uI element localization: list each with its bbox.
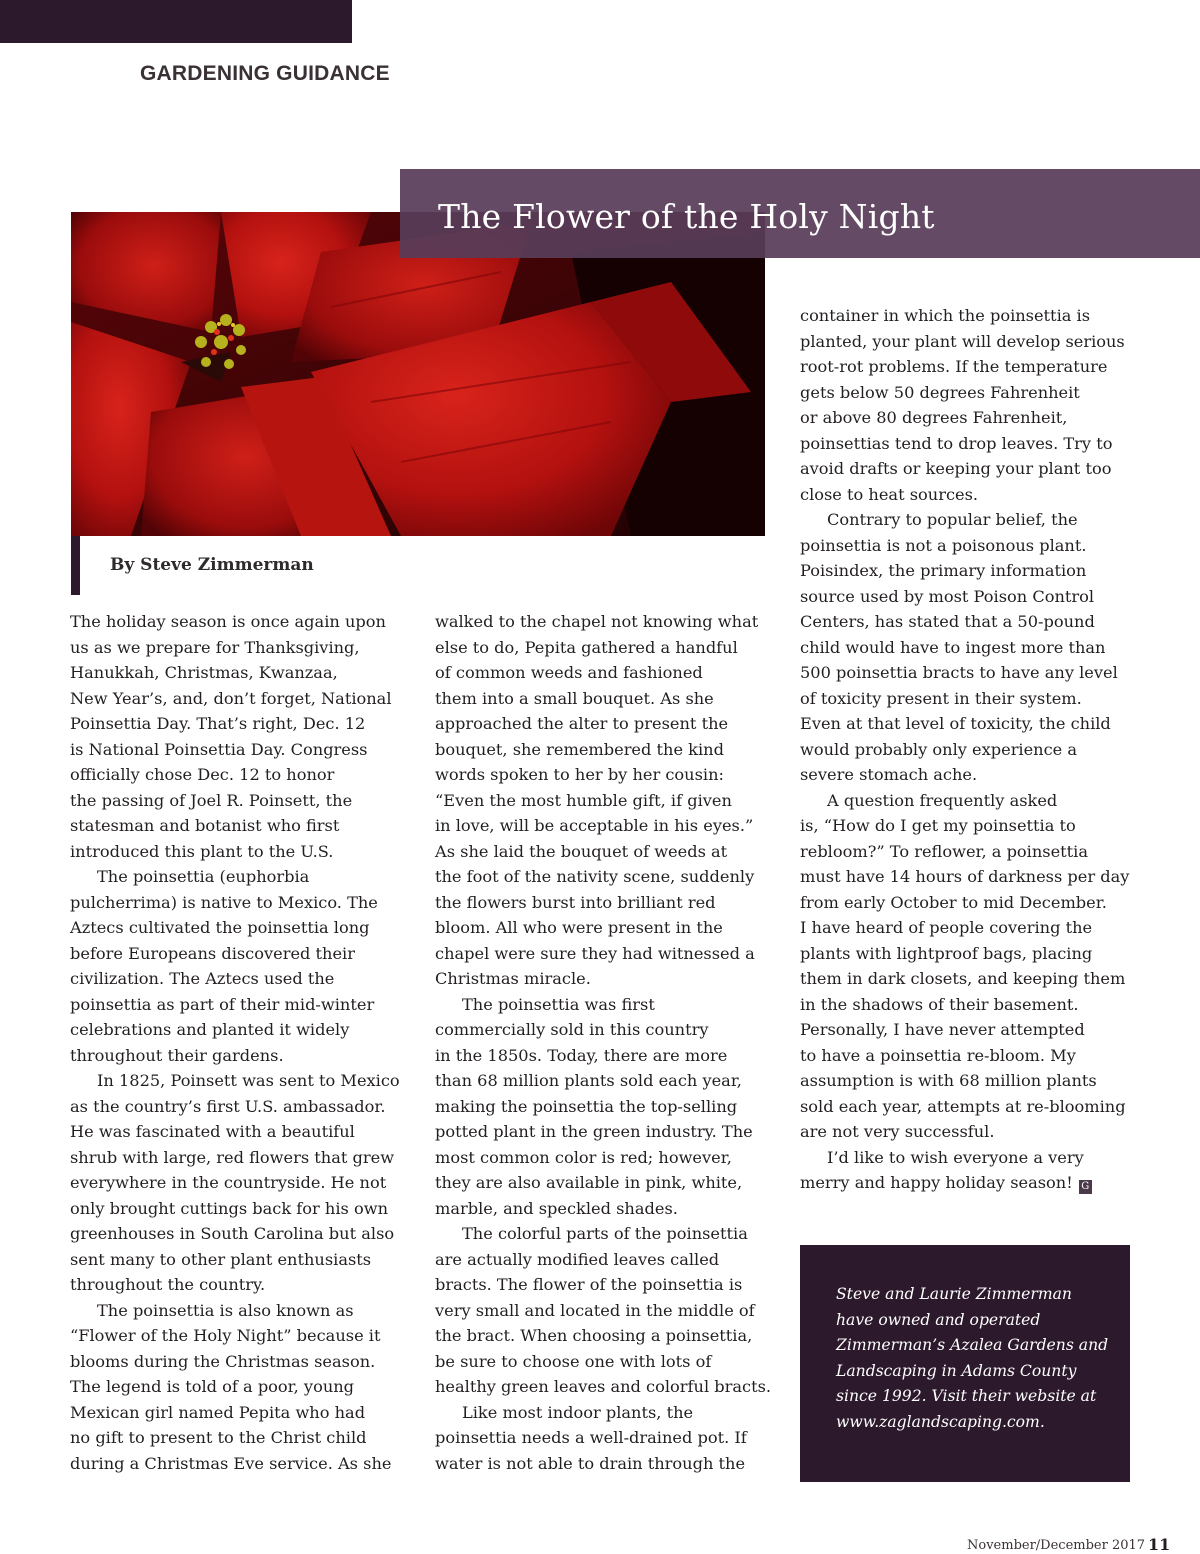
text-line: pulcherrima) is native to Mexico. The <box>70 892 378 912</box>
text-line: poinsettia is not a poisonous plant. <box>800 535 1087 555</box>
text-line: are not very successful. <box>800 1122 995 1141</box>
text-line: gets below 50 degrees Fahrenheit <box>800 382 1080 402</box>
text-line: Even at that level of toxicity, the child <box>800 714 1111 733</box>
author-bio-box <box>800 1245 1130 1482</box>
title-band <box>400 169 1200 258</box>
text-line: The poinsettia is also known as <box>97 1300 354 1320</box>
bio-line: Steve and Laurie Zimmerman <box>836 1285 1072 1303</box>
text-line: celebrations and planted it widely <box>70 1020 350 1039</box>
bio-line: since 1992. Visit their website at <box>836 1387 1097 1405</box>
text-line: root-rot problems. If the temperature <box>800 357 1108 376</box>
text-line: water is not able to drain through the <box>435 1453 746 1473</box>
text-line: Poisindex, the primary information <box>800 561 1087 580</box>
text-line: “Even the most humble gift, if given <box>435 790 732 810</box>
text-line: sold each year, attempts at re-blooming <box>800 1096 1126 1116</box>
text-line: rebloom?” To reflower, a poinsettia <box>800 841 1089 861</box>
text-line: everywhere in the countryside. He not <box>70 1173 387 1192</box>
text-line: greenhouses in South Carolina but also <box>70 1224 395 1243</box>
text-line: Mexican girl named Pepita who had <box>70 1402 366 1422</box>
text-line: before Europeans discovered their <box>70 943 355 963</box>
text-line: must have 14 hours of darkness per day <box>800 867 1130 886</box>
text-line: of toxicity present in their system. <box>800 688 1082 708</box>
text-line: the foot of the nativity scene, suddenly <box>435 867 755 886</box>
bio-line: have owned and operated <box>836 1310 1041 1329</box>
text-line: shrub with large, red flowers that grew <box>70 1147 395 1167</box>
text-line: in the 1850s. Today, there are more <box>435 1045 728 1065</box>
byline-rule <box>71 536 80 595</box>
text-line: of common weeds and fashioned <box>435 663 703 682</box>
text-line: The legend is told of a poor, young <box>70 1377 355 1396</box>
text-line: New Year’s, and, don’t forget, National <box>70 688 392 708</box>
bio-line: Zimmerman’s Azalea Gardens and <box>836 1336 1109 1354</box>
article-title: The Flower of the Holy Night <box>438 197 935 236</box>
text-line: else to do, Pepita gathered a handful <box>435 637 738 657</box>
article-column-3 <box>800 303 1140 1196</box>
text-line: The colorful parts of the poinsettia <box>462 1224 748 1243</box>
text-line: walked to the chapel not knowing what <box>435 612 759 631</box>
text-line: source used by most Poison Control <box>800 586 1095 606</box>
text-line: child would have to ingest more than <box>800 637 1106 657</box>
byline: By Steve Zimmerman <box>110 555 314 575</box>
end-mark-icon: G <box>1079 1180 1092 1194</box>
text-line: than 68 million plants sold each year, <box>435 1071 742 1090</box>
text-line: bouquet, she remembered the kind <box>435 739 724 759</box>
text-line: Aztecs cultivated the poinsettia long <box>70 918 370 937</box>
text-line: A question frequently asked <box>827 790 1058 810</box>
text-line: close to heat sources. <box>800 484 979 504</box>
text-line: “Flower of the Holy Night” because it <box>70 1326 381 1345</box>
text-line: to have a poinsettia re-bloom. My <box>800 1045 1076 1065</box>
text-line: in the shadows of their basement. <box>800 994 1079 1014</box>
text-line: making the poinsettia the top-selling <box>435 1096 738 1116</box>
text-line: marble, and speckled shades. <box>435 1198 678 1218</box>
text-line: from early October to mid December. <box>800 892 1107 912</box>
text-line: us as we prepare for Thanksgiving, <box>70 637 360 657</box>
text-line: they are also available in pink, white, <box>435 1173 743 1192</box>
text-line: chapel were sure they had witnessed a <box>435 943 755 963</box>
bio-line: Landscaping in Adams County <box>836 1361 1077 1380</box>
text-line: Like most indoor plants, the <box>462 1402 694 1422</box>
text-line: planted, your plant will develop serious <box>800 331 1125 351</box>
article-column-1 <box>70 609 410 1476</box>
text-line: throughout their gardens. <box>70 1045 284 1065</box>
text-line: statesman and botanist who first <box>70 816 340 835</box>
text-line: Centers, has stated that a 50-pound <box>800 612 1095 631</box>
text-line: is National Poinsettia Day. Congress <box>70 739 368 759</box>
text-line: words spoken to her by her cousin: <box>435 765 724 784</box>
text-line: them in dark closets, and keeping them <box>800 969 1126 988</box>
text-line: throughout the country. <box>70 1275 266 1294</box>
text-line: I’d like to wish everyone a very <box>827 1147 1084 1167</box>
text-line: as the country’s first U.S. ambassador. <box>70 1096 386 1116</box>
text-line: poinsettias tend to drop leaves. Try to <box>800 433 1113 453</box>
footer-page-number: 11 <box>1148 1535 1171 1554</box>
text-line: bloom. All who were present in the <box>435 918 723 937</box>
article-column-2 <box>435 609 775 1476</box>
text-line: Contrary to popular belief, the <box>827 510 1078 529</box>
text-line: no gift to present to the Christ child <box>70 1428 367 1447</box>
text-line: In 1825, Poinsett was sent to Mexico <box>97 1071 400 1090</box>
text-line: Hanukkah, Christmas, Kwanzaa, <box>70 663 338 682</box>
text-line: introduced this plant to the U.S. <box>70 841 334 861</box>
text-line: would probably only experience a <box>800 739 1078 759</box>
text-line <box>800 1170 1140 1196</box>
text-line: Poinsettia Day. That’s right, Dec. 12 <box>70 714 366 733</box>
header-color-bar <box>0 0 352 43</box>
text-line: the bract. When choosing a poinsettia, <box>435 1326 753 1345</box>
poinsettia-photo <box>71 212 765 536</box>
text-line: Christmas miracle. <box>435 969 591 988</box>
text-line: the passing of Joel R. Poinsett, the <box>70 790 353 810</box>
text-line: poinsettia needs a well-drained pot. If <box>435 1428 747 1447</box>
text-line-end: merry and happy holiday season! <box>800 1173 1073 1192</box>
text-line: blooms during the Christmas season. <box>70 1351 376 1371</box>
text-line: bracts. The flower of the poinsettia is <box>435 1275 743 1294</box>
bio-website-link[interactable]: www.zaglandscaping.com. <box>836 1412 1045 1431</box>
text-line: The poinsettia (euphorbia <box>97 867 310 886</box>
text-line: most common color is red; however, <box>435 1147 732 1167</box>
text-line: poinsettia as part of their mid-winter <box>70 994 375 1014</box>
text-line: I have heard of people covering the <box>800 918 1093 937</box>
text-line: 500 poinsettia bracts to have any level <box>800 663 1118 682</box>
text-line: He was fascinated with a beautiful <box>70 1122 355 1141</box>
text-line: the flowers burst into brilliant red <box>435 892 716 912</box>
text-line: very small and located in the middle of <box>435 1300 755 1320</box>
text-line: The poinsettia was first <box>462 994 655 1014</box>
text-line: during a Christmas Eve service. As she <box>70 1453 392 1473</box>
text-line: severe stomach ache. <box>800 765 978 784</box>
text-line: officially chose Dec. 12 to honor <box>70 765 335 784</box>
text-line: in love, will be acceptable in his eyes.” <box>435 816 754 835</box>
text-line: or above 80 degrees Fahrenheit, <box>800 408 1068 427</box>
text-line: Personally, I have never attempted <box>800 1020 1085 1039</box>
text-line: The holiday season is once again upon <box>70 612 386 631</box>
text-line: As she laid the bouquet of weeds at <box>435 841 728 861</box>
text-line: commercially sold in this country <box>435 1020 709 1039</box>
text-line: sent many to other plant enthusiasts <box>70 1249 372 1269</box>
text-line: avoid drafts or keeping your plant too <box>800 459 1112 478</box>
text-line: are actually modified leaves called <box>435 1249 720 1269</box>
text-line: container in which the poinsettia is <box>800 306 1091 325</box>
text-line: healthy green leaves and colorful bracts. <box>435 1377 772 1396</box>
text-line: them into a small bouquet. As she <box>435 688 714 708</box>
text-line: assumption is with 68 million plants <box>800 1071 1097 1090</box>
text-line: be sure to choose one with lots of <box>435 1351 712 1371</box>
author-bio <box>836 1282 1108 1435</box>
text-line: potted plant in the green industry. The <box>435 1122 753 1141</box>
text-line: only brought cuttings back for his own <box>70 1198 389 1218</box>
text-line: plants with lightproof bags, placing <box>800 943 1093 963</box>
text-line: civilization. The Aztecs used the <box>70 969 335 988</box>
text-line: approached the alter to present the <box>435 714 729 733</box>
section-label: GARDENING GUIDANCE <box>140 62 390 85</box>
footer-issue-date: November/December 2017 <box>967 1538 1146 1553</box>
text-line: is, “How do I get my poinsettia to <box>800 816 1076 835</box>
